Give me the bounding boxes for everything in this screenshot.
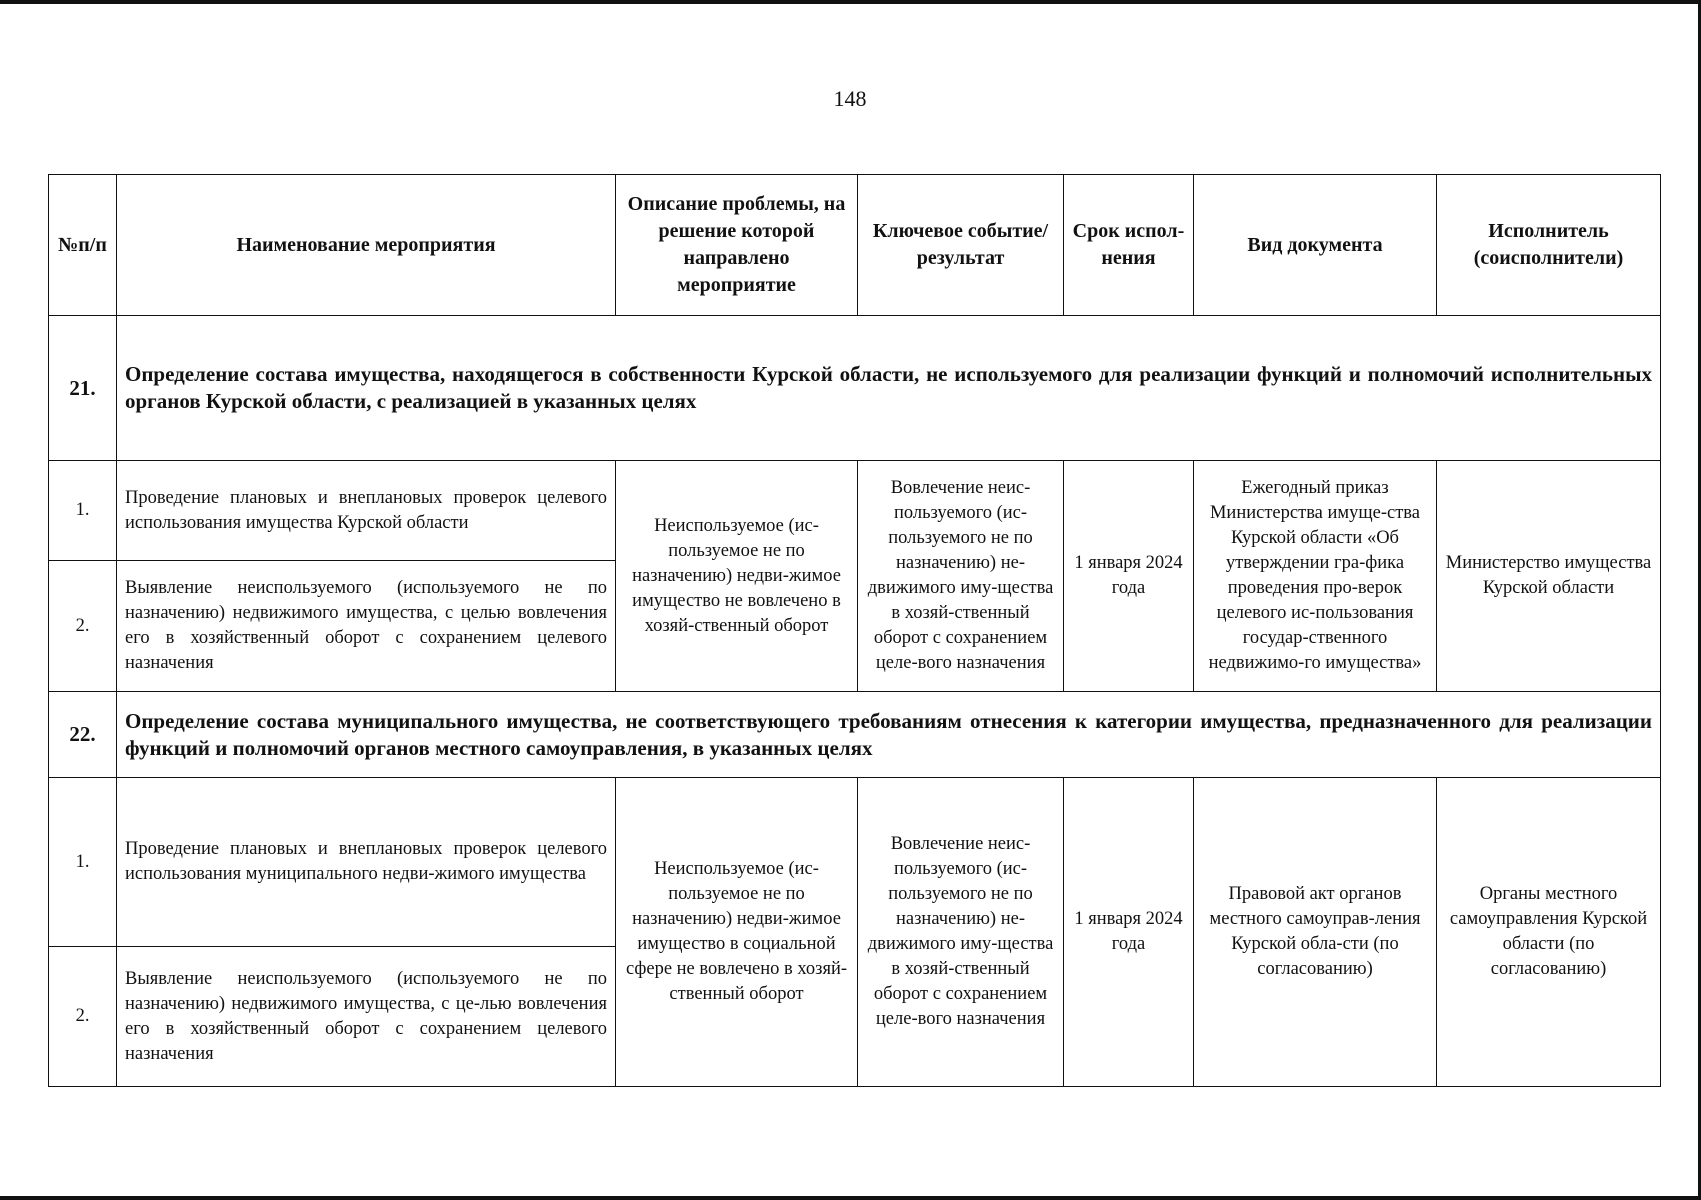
deadline: 1 января 2024 года [1064,461,1194,692]
item-name: Проведение плановых и внеплановых проверок целевого использования муниципального недви-жимого имущества [117,778,616,947]
section-number: 22. [49,692,117,778]
header-num: №п/п [49,175,117,316]
section-title: Определение состава имущества, находящегося в собственности Курской области, не используемого для реализации функций и полномочий исполнительных органов Курской области, с реализацией в указанных целях [117,316,1661,461]
header-name: Наименование мероприятия [117,175,616,316]
scan-edge-top [0,0,1701,4]
header-row [49,175,1661,316]
document-type: Правовой акт органов местного самоуправ-ления Курской обла-сти (по согласованию) [1194,778,1437,1087]
measures-table [48,174,1661,1087]
key-result: Вовлечение неис-пользуемого (ис-пользуемого не по назначению) не-движимого иму-щества в хозяй-ственный оборот с сохранением целе-вого назначения [858,461,1064,692]
header-executor: Исполнитель (соисполнители) [1437,175,1661,316]
scan-edge-bottom [0,1196,1701,1200]
problem-description: Неиспользуемое (ис-пользуемое не по назначению) недви-жимое имущество не вовлечено в хозяй-ственный оборот [616,461,858,692]
section-row [49,316,1661,461]
header-deadline: Срок испол-нения [1064,175,1194,316]
document-type: Ежегодный приказ Министерства имуще-ства Курской области «Об утверждении гра-фика проведения про-верок целевого ис-пользования государ-ственного недвижимо-го имущества» [1194,461,1437,692]
item-number: 2. [49,561,117,692]
problem-description: Неиспользуемое (ис-пользуемое не по назначению) недви-жимое имущество в социальной сфере не вовлечено в хозяй-ственный оборот [616,778,858,1087]
section-title: Определение состава муниципального имущества, не соответствующего требованиям отнесения к категории имущества, предназначенного для реализации функций и полномочий органов местного самоуправления, в указанных целях [117,692,1661,778]
key-result: Вовлечение неис-пользуемого (ис-пользуемого не по назначению) не-движимого иму-щества в хозяй-ственный оборот с сохранением целе-вого назначения [858,778,1064,1087]
item-number: 1. [49,778,117,947]
item-number: 2. [49,947,117,1087]
header-problem: Описание проблемы, на решение которой направлено мероприятие [616,175,858,316]
executor: Министерство имущества Курской области [1437,461,1661,692]
section-number: 21. [49,316,117,461]
page-number: 148 [833,86,867,111]
table-row [49,461,1661,561]
table-row [49,778,1661,947]
item-name: Проведение плановых и внеплановых проверок целевого использования имущества Курской области [117,461,616,561]
item-name: Выявление неиспользуемого (используемого не по назначению) недвижимого имущества, с це-лью вовлечения его в хозяйственный оборот с сохранением целевого назначения [117,947,616,1087]
header-result: Ключевое событие/ результат [858,175,1064,316]
deadline: 1 января 2024 года [1064,778,1194,1087]
item-number: 1. [49,461,117,561]
executor: Органы местного самоуправления Курской области (по согласованию) [1437,778,1661,1087]
header-doc: Вид документа [1194,175,1437,316]
item-name: Выявление неиспользуемого (используемого не по назначению) недвижимого имущества, с целью вовлечения его в хозяйственный оборот с сохранением целевого назначения [117,561,616,692]
section-row [49,692,1661,778]
